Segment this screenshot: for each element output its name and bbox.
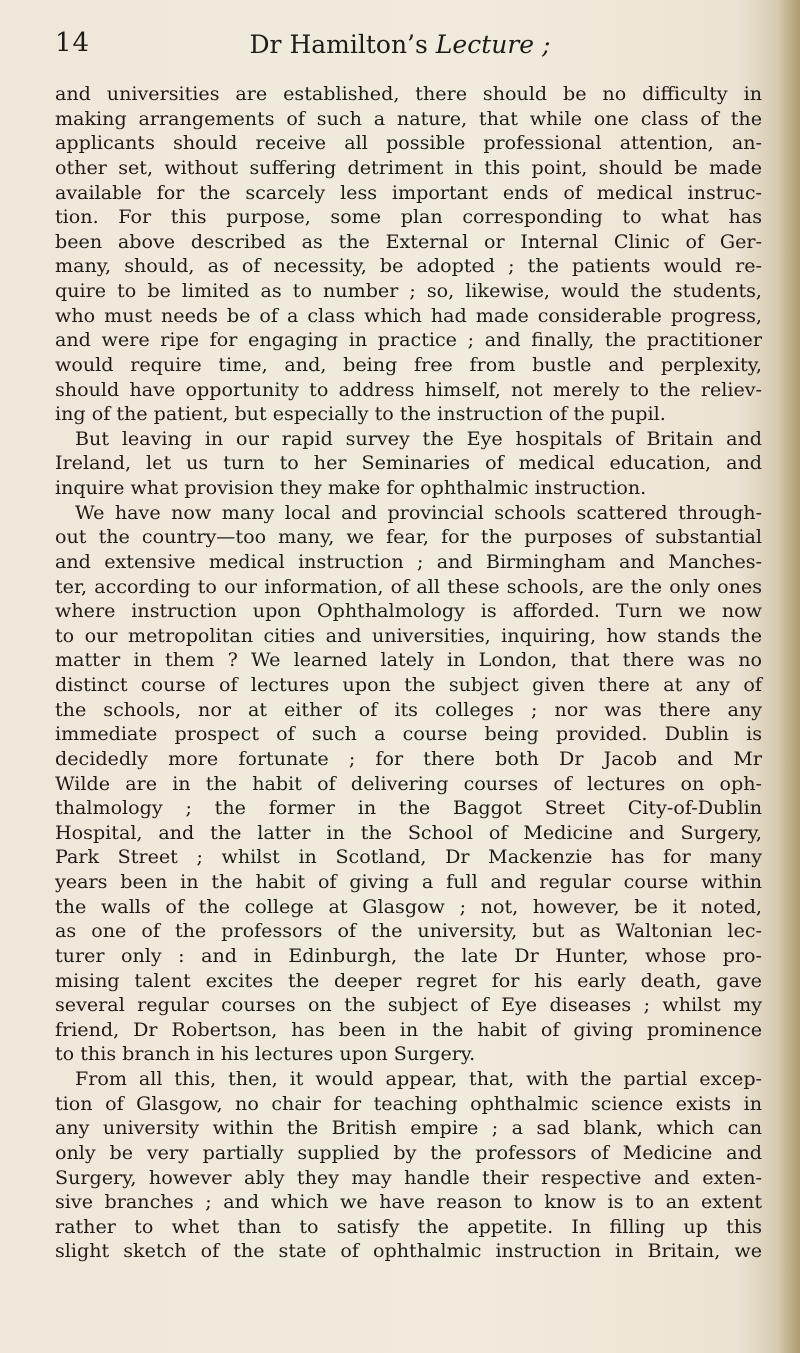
text-line: and universities are established, there should be no difficulty in xyxy=(55,82,762,105)
text-line: to our metropolitan cities and universities, inquiring, how stands the xyxy=(55,623,762,647)
text-line: distinct course of lectures upon the subject given there at any of xyxy=(55,673,762,696)
text-line: sive branches ; and which we have reason to know is to an extent xyxy=(55,1190,762,1214)
text-line: Wilde are in the habit of delivering courses of lectures on oph- xyxy=(55,771,762,795)
text-line: applicants should receive all possible professional attention, an- xyxy=(55,131,762,155)
text-line: ing of the patient, but especially to the instruction of the pupil. xyxy=(55,402,666,426)
text-line: other set, without suffering detriment in this point, should be made xyxy=(55,155,762,179)
text-line: mising talent excites the deeper regret for his early death, gave xyxy=(55,968,762,992)
text-line: the schools, nor at either of its colleges ; nor was there any xyxy=(55,697,762,721)
text-line: friend, Dr Robertson, has been in the habit of giving prominence xyxy=(55,1017,762,1041)
text-line: slight sketch of the state of ophthalmic instruction in Britain, we xyxy=(55,1239,762,1263)
paragraph-start-line: But leaving in our rapid survey the Eye hospitals of Britain and xyxy=(75,426,762,450)
text-line: as one of the professors of the university, but as Waltonian lec- xyxy=(55,919,762,943)
text-line: tion of Glasgow, no chair for teaching ophthalmic science exists in xyxy=(55,1091,762,1115)
text-line: available for the scarcely less important ends of medical instruc- xyxy=(55,180,762,204)
text-line: decidedly more fortunate ; for there both Dr Jacob and Mr xyxy=(55,746,762,770)
text-line: turer only : and in Edinburgh, the late Dr Hunter, whose pro- xyxy=(55,943,762,967)
page-binding-edge xyxy=(778,0,800,1353)
text-line: many, should, as of necessity, be adopted ; the patients would re- xyxy=(55,254,762,278)
text-line: only be very partially supplied by the professors of Medicine and xyxy=(55,1140,762,1164)
text-line: Hospital, and the latter in the School of Medicine and Surgery, xyxy=(55,820,762,844)
text-line: who must needs be of a class which had made considerable progress, xyxy=(55,303,762,327)
text-line: and were ripe for engaging in practice ; and finally, the practitioner xyxy=(55,328,762,352)
page-header xyxy=(0,18,800,58)
text-line: quire to be limited as to number ; so, likewise, would the students, xyxy=(55,279,762,302)
text-line: making arrangements of such a nature, that while one class of the xyxy=(55,106,762,130)
text-line: where instruction upon Ophthalmology is afforded. Turn we now xyxy=(55,599,762,623)
paragraph-start-line: We have now many local and provincial schools scattered through- xyxy=(75,500,762,524)
text-line: been above described as the External or Internal Clinic of Ger- xyxy=(55,229,762,253)
text-line: the walls of the college at Glasgow ; not, however, be it noted, xyxy=(55,894,762,918)
text-line: years been in the habit of giving a full and regular course within xyxy=(55,870,762,893)
text-line: ter, according to our information, of all these schools, are the only ones xyxy=(55,574,762,598)
body-text xyxy=(55,82,762,1264)
paragraph-start-line: From all this, then, it would appear, that, with the partial excep- xyxy=(75,1067,762,1090)
text-line: Park Street ; whilst in Scotland, Dr Mackenzie has for many xyxy=(55,845,762,869)
running-head-author: Dr Hamilton’s xyxy=(249,30,436,59)
text-line: thalmology ; the former in the Baggot Street City-of-Dublin xyxy=(55,796,762,820)
running-head xyxy=(0,30,800,59)
text-line: out the country—too many, we fear, for the purposes of substantial xyxy=(55,525,762,549)
text-line: inquire what provision they make for ophthalmic instruction. xyxy=(55,476,647,499)
text-line: and extensive medical instruction ; and Birmingham and Manches- xyxy=(55,549,762,573)
text-line: should have opportunity to address himself, not merely to the reliev- xyxy=(55,377,762,401)
text-line: matter in them ? We learned lately in London, that there was no xyxy=(55,648,762,672)
text-line: to this branch in his lectures upon Surgery. xyxy=(55,1042,476,1066)
text-line: Ireland, let us turn to her Seminaries of medical education, and xyxy=(55,451,762,475)
text-line: several regular courses on the subject of Eye diseases ; whilst my xyxy=(55,993,762,1017)
text-line: would require time, and, being free from bustle and perplexity, xyxy=(55,352,762,376)
text-line: Surgery, however ably they may handle their respective and exten- xyxy=(55,1165,762,1189)
text-line: immediate prospect of such a course being provided. Dublin is xyxy=(55,722,762,746)
running-head-title: Lecture ; xyxy=(435,30,551,59)
page-number: 14 xyxy=(55,28,91,58)
text-line: any university within the British empire ; a sad blank, which can xyxy=(55,1116,762,1140)
text-line: rather to whet than to satisfy the appetite. In filling up this xyxy=(55,1214,762,1238)
text-line: tion. For this purpose, some plan corresponding to what has xyxy=(55,205,762,229)
